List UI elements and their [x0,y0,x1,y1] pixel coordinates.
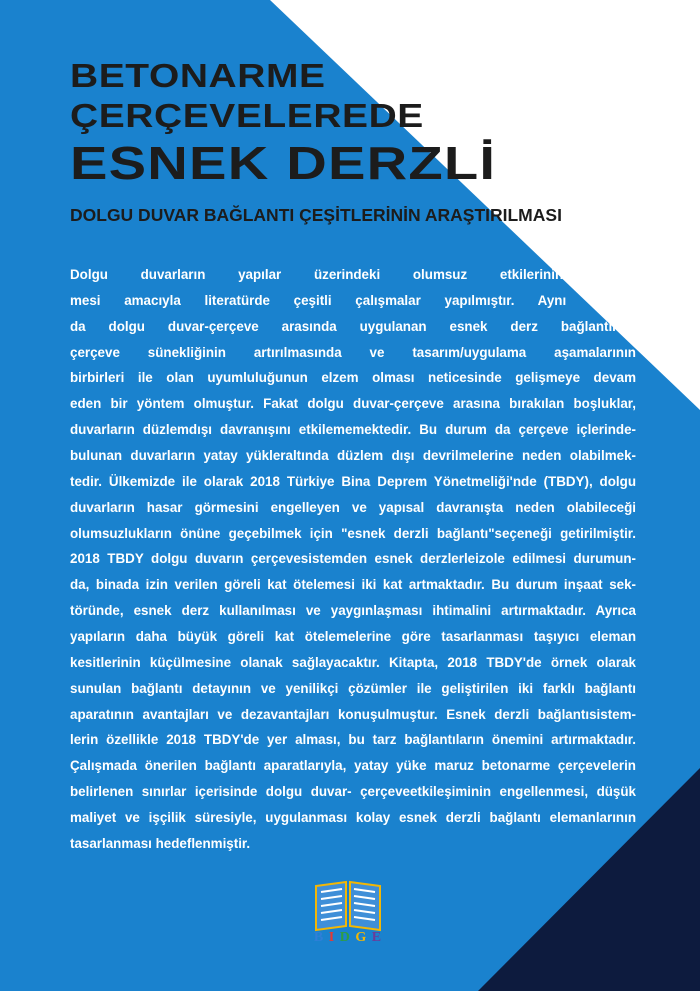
title-line-3: ESNEK DERZLİ [70,137,497,189]
abstract-line: bulunan duvarların yatay yükleraltında düzlem dışı devrilmelerine neden olabilmek- [70,448,636,464]
title-line-2: ÇERÇEVELEREDE [70,97,424,134]
abstract-line: tasarlanması hedeflenmiştir. [70,835,251,851]
abstract-line: eden bir yöntem olmuştur. Fakat dolgu duvar-çerçeve arasına bırakılan boşluklar, [70,396,636,412]
abstract-line: duvarların hasar görmesini engelleyen ve yapısal davranışta neden olabileceği [70,499,636,515]
logo-letter: D [339,930,351,945]
abstract-line: da dolgu duvar-çerçeve arasında uygulanan esnek derz bağlantıları, [70,318,636,334]
abstract-line: 2018 TBDY dolgu duvarın çerçevesistemden esnek derzlerleizole edilmesi durumun- [70,551,636,567]
book-subtitle: DOLGU DUVAR BAĞLANTI ÇEŞİTLERİNİN ARAŞTIRILMASI [70,205,562,225]
logo-letter: G [355,930,368,945]
abstract-text [70,262,636,857]
abstract-line: birbirleri ile olan uyumluluğunun elzem olması neticesinde gelişmeye devam [70,370,636,386]
abstract-line: aparatının avantajları ve dezavantajları konuşulmuştur. Esnek derzli bağlantısistem- [70,706,636,722]
book-title [70,56,670,190]
abstract-line: olumsuzlukların önüne geçebilmek için "esnek derzli bağlantı"seçeneği getirilmiştir. [70,525,636,541]
abstract-line: lerin özellikle 2018 TBDY'de yer alması, bu tarz bağlantıların önemini artırmaktadır. [70,732,636,748]
abstract-line: yapıların daha büyük göreli kat ötelemelerine göre tasarlanması taşıyıcı eleman [70,629,636,645]
logo-letter: E [371,930,383,945]
logo-letter: B [313,930,325,945]
abstract-line: sunulan bağlantı detayının ve yenilikçi çözümler ile geliştirilen iki farklı bağlantı [70,680,636,696]
abstract-line: duvarların düzlemdışı davranışını etkilememektedir. Bu durum da çerçeve içlerinde- [70,422,636,438]
publisher-name [313,930,383,946]
abstract-line: töründe, esnek derz kullanılması ve yaygınlaşması ihtimalini artırmaktadır. Ayrıca [70,603,636,619]
abstract-line: kesitlerinin küçülmesine olanak sağlayacaktır. Kitapta, 2018 TBDY'de örnek olarak [70,654,636,670]
abstract-line: belirlenen sınırlar içerisinde dolgu duvar- çerçeveetkileşiminin engellenmesi, düşük [70,784,636,800]
abstract-line: çerçeve sünekliğinin artırılmasında ve tasarım/uygulama aşamalarının [70,344,636,360]
open-book-icon [313,880,383,932]
title-line-1: BETONARME [70,57,326,94]
logo-letter: I [328,930,336,945]
abstract-line: Çalışmada önerilen bağlantı aparatlarıyla, yatay yüke maruz betonarme çerçevelerin [70,758,636,774]
abstract-line: Dolgu duvarların yapılar üzerindeki olumsuz etkilerinin önlen- [70,267,636,282]
publisher-logo [313,880,383,946]
abstract-line: tedir. Ülkemizde ile olarak 2018 Türkiye Bina Deprem Yönetmeliği'nde (TBDY), dolgu [70,473,636,489]
abstract-line: da, binada izin verilen göreli kat ötelemesi iki kat artmaktadır. Bu durum inşaat sek- [70,577,636,593]
abstract-line: maliyet ve işçilik süresiyle, uygulanması kolay esnek derzli bağlantı elemanlarının [70,810,636,826]
abstract-line: mesi amacıyla literatürde çeşitli çalışmalar yapılmıştır. Aynı zaman- [70,292,636,308]
